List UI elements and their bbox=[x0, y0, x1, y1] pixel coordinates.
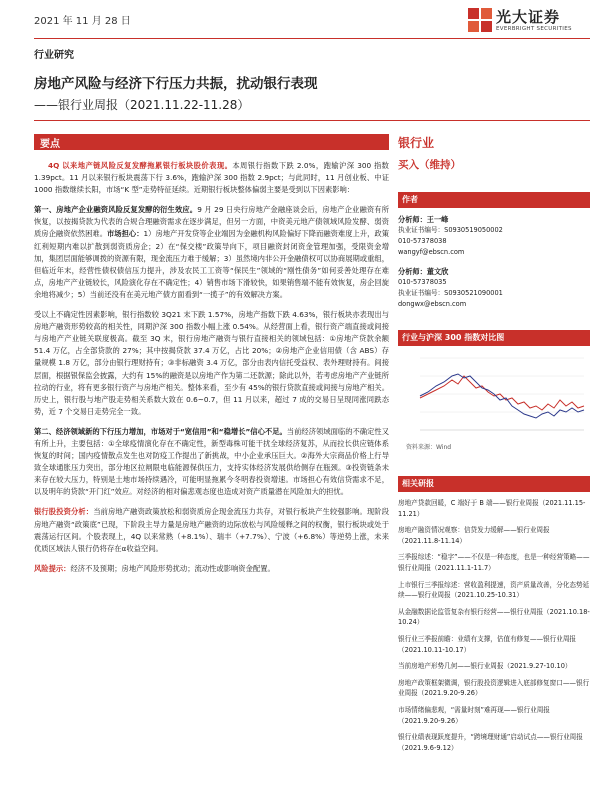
related-report-item[interactable]: 上市银行三季报综述：营收盈利提速，资产质量改善，分化态势延续——银行业周报（2021.10.25-10.31） bbox=[398, 580, 590, 600]
related-reports-list bbox=[398, 498, 590, 753]
paragraph-2 bbox=[34, 204, 389, 301]
chart-source: 资料来源：Wind bbox=[406, 444, 452, 451]
analyst-1-cert: 执业证书编号：S0930519050002 bbox=[398, 226, 503, 234]
header-divider bbox=[34, 38, 590, 39]
related-report-item[interactable]: 市场情绪偏悲观，“需量时刻”难再现——银行业周报（2021.9.20-9.26） bbox=[398, 705, 550, 725]
report-title: 房地产风险与经济下行压力共振，扰动银行表现 bbox=[34, 76, 318, 92]
analyst-1-name: 分析师：王一峰 bbox=[398, 215, 449, 224]
analyst-1-phone: 010-57378038 bbox=[398, 237, 447, 245]
p6-lead: 风险提示： bbox=[34, 563, 71, 573]
related-report-item[interactable]: 银行业三季报前瞻：业绩有支撑，估值有修复——银行业周报（2021.10.11-10.17） bbox=[398, 634, 577, 654]
industry-name: 银行业 bbox=[398, 136, 435, 150]
sidebar bbox=[398, 134, 590, 759]
p5-lead: 银行股投资分析： bbox=[34, 507, 94, 517]
authors-header bbox=[398, 192, 590, 208]
everbright-logo-icon bbox=[468, 8, 492, 32]
report-subtitle: ——银行业周报（2021.11.22-11.28） bbox=[34, 98, 250, 112]
analyst-2-phone: 010-57378035 bbox=[398, 278, 447, 286]
p5-text: 当前房地产融资政策放松和弱资质房企现金流压力共存，对银行板块产生较强影响。现阶段房地产融资“政策底”已现，下阶段主导力量是房地产融资的边际放松与风险缓释之间的权衡，银行板块或处于震荡运行区间。个股表现上，4Q 以来常熟（+8.1%）、瑞丰（+7.7%）、宁波（+6.8%）等逆势上涨，未来优质区域法人银行仍将存在α收益空间。 bbox=[34, 507, 390, 553]
authors-title: 作者 bbox=[402, 195, 418, 204]
related-report-item[interactable]: 房地产政策框架微调，银行股投资逻辑进入底部修复窗口——银行业周报（2021.9.20-9.26） bbox=[398, 678, 590, 698]
report-date: 2021 年 11 月 28 日 bbox=[34, 16, 131, 27]
related-report-item[interactable]: 房地产融资情况观察：信贷发力缓解——银行业周报（2021.11.8-11.14） bbox=[398, 526, 550, 545]
paragraph-3: 受以上不确定性因素影响，银行指数较 3Q21 末下跌 1.57%，房地产指数下跌 4.63%，银行板块亦表现出与房地产融资形势较高的相关性，同期沪深 300 指数小幅上涨 0.54%。从经营面上看，银行资产端直接或间接与房地产产业链关联度极高。截至 3Q 末，银行房地产融资与银行直接相关的领域包括：①房地产贷款余额 51.4 万亿，占全部贷款的 27%；其中按揭贷款 37.4 万亿，占比 20%；②房地产企业信用债（含 ABS）存量规模 1.8 万亿，部分由银行理财持有；③非标融资 3.4 万亿，部分由表内信托受益权、表外理财持有。间接层面，根据银保监会披露，大约有 15%的融资是以房地产作为第二还款源；除此以外，若考虑房地产产业链所拉动的行业，将有更多银行资产与房地产相关。整体来看，至少有 45%的银行贷款直接或间接与房地产相关。历史上，银行股与地产股走势相关系数大致在 0.6~0.7，但 11 月以来，超过 7 成的交易日呈现同涨同跌态势，近 7 个交易日走势完全一致。 bbox=[34, 310, 389, 416]
chart-title: 行业与沪深 300 指数对比图 bbox=[402, 333, 505, 342]
title-divider bbox=[34, 120, 590, 121]
report-category: 行业研究 bbox=[34, 50, 74, 61]
p1-lead: 4Q 以来地产链风险反复发酵拖累银行板块股价表现。 bbox=[48, 161, 233, 170]
rating: 买入（维持） bbox=[398, 159, 461, 171]
analyst-2-cert: 执业证书编号：S0930521090001 bbox=[398, 289, 503, 297]
related-title: 相关研报 bbox=[402, 479, 434, 488]
main-body bbox=[34, 160, 389, 583]
related-report-item[interactable]: 银行业绩表现跃度提升，“跨境理财通”启动试点——银行业周报（2021.9.6-9.12） bbox=[398, 733, 583, 752]
paragraph-6 bbox=[34, 563, 389, 575]
paragraph-4 bbox=[34, 426, 389, 499]
p1-text: 本周银行指数下跌 2.0%，跑输沪深 300 指数 1.39pct。11 月以来银行板块震荡下行 3.6%，跑输沪深 300 指数 2.9pct；与此同时，11 月创业板、中证 1000 指数继续长阳，市场“K 型”走势特征延续。近期银行板块整体偏弱主要是受到以下因素影响： bbox=[34, 161, 389, 195]
p2-text-2: 1）房地产开发贷等企业端因为金融机构风险偏好下降而融资难度上升，政策红利短期内难以扩散到弱资质房企；2）在“保交楼”政策导向下，项目融资封闭资金管理加强，受限资金增加，集团层面能够调拨的资源有限，现金流压力难于缓解；3）虽然境内非公开金融债权可以协商展期或重组，但临近年末，经营性债权债信压力提升，涉及农民工工资等“保民生”领域的“刚性债务”如何妥善处理存在难点，房地产产业链较长，风险演化存在不确定性；4）销售市场下滑较快，如果销售端不能有效恢复，房企回旋余地将减少；5）当前还没有在美元地产债方面看到“一揽子”的有效解决方案。 bbox=[34, 229, 390, 299]
brand-name-en: EVERBRIGHT SECURITIES bbox=[496, 26, 572, 32]
paragraph-1 bbox=[34, 160, 389, 196]
p2-text: 9 月 29 日央行房地产金融座谈会后，房地产企业融资有所恢复，以按揭贷款为代表的合规合理融资需求在逐步满足，但另一方面，中资美元地产债领域风险发酵、弱资质房企融资依然困难。 bbox=[34, 205, 390, 239]
related-report-item[interactable]: 房地产贷款回暖，C 端好于 B 端——银行业周报（2021.11.15-11.21） bbox=[398, 499, 586, 518]
index-comparison-chart bbox=[398, 346, 590, 456]
related-report-item[interactable]: 三季报综述：“稳字”——不仅是一种态度，也是一种经营策略——银行业周报（2021.11.1-11.7） bbox=[398, 553, 590, 572]
analyst-1 bbox=[398, 214, 590, 258]
analyst-2-name: 分析师：董文欣 bbox=[398, 267, 449, 276]
analyst-2-email[interactable]: dongwx@ebscn.com bbox=[398, 300, 467, 308]
brand-name-cn: 光大证券 bbox=[496, 8, 561, 26]
key-points-header bbox=[34, 134, 389, 150]
p2-lead-2: 市场担心： bbox=[107, 229, 144, 239]
paragraph-5 bbox=[34, 506, 389, 554]
related-report-item[interactable]: 从金融数据论监管复杂有银行经营——银行业周报（2021.10.18-10.24） bbox=[398, 607, 590, 627]
chart-svg bbox=[398, 346, 590, 446]
p4-text: 当前经济领域面临的不确定性又有所上升，主要包括：①全球疫情演化存在不确定性，新型毒株可能干扰全球经济复苏，从而拉长供应链体系恢复的时间；国内疫情散点发生也对防疫工作提出了新挑战，中小企业承压巨大。②海外大宗商品价格上行导致全球通胀压力突出，部分地区拉闸限电临能源保供压力，支持实体经济发展供给侧存在瓶颈。③投资链条未来存在较大压力，特别是土地市场持续遇冷，可能明显拖累今冬明春投资增速。市场担心有效信贷需求不足，以及明年的贷款“开门红”效应。对经济的相对偏悲观态度也造成对资产质量潜在风险加大的担忧。 bbox=[34, 426, 389, 497]
chart-header bbox=[398, 330, 590, 346]
related-report-item[interactable]: 当前房地产形势几何——银行业周报（2021.9.27-10.10） bbox=[398, 662, 572, 671]
brand-logo bbox=[468, 6, 588, 42]
analyst-1-email[interactable]: wangyf@ebscn.com bbox=[398, 248, 465, 256]
related-header bbox=[398, 476, 590, 492]
p6-text: 经济不及预期；房地产风险形势扰动；流动性或影响资金配置。 bbox=[70, 563, 275, 573]
p2-lead: 第一、房地产企业融资风险反复发酵的衍生效应。 bbox=[34, 205, 198, 215]
key-points-title: 要点 bbox=[40, 139, 60, 150]
p4-lead: 第二、经济领域新的下行压力增加，市场对于“宽信用”和“稳增长”信心不足。 bbox=[34, 426, 287, 436]
analyst-2 bbox=[398, 266, 590, 310]
